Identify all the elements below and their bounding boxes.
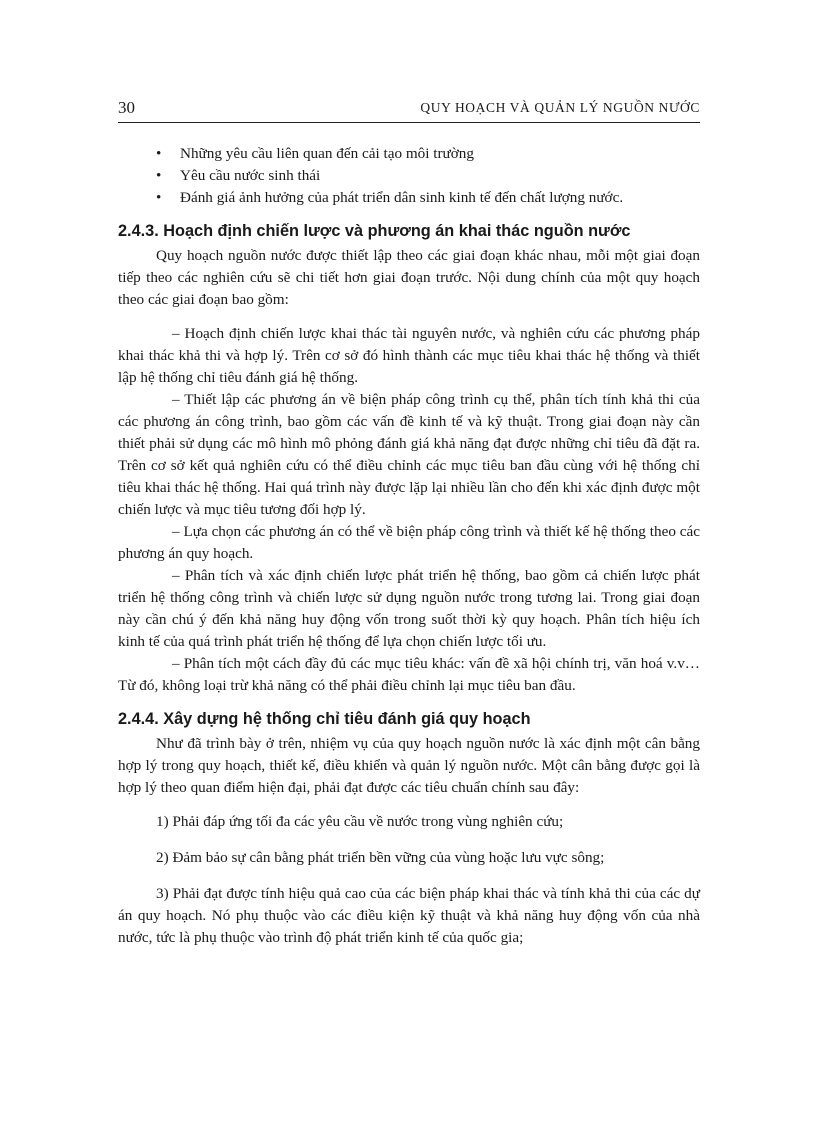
criterion-paragraph: 2) Đảm bảo sự cân bằng phát triển bền vững của vùng hoặc lưu vực sông; bbox=[156, 849, 605, 866]
running-title: QUY HOẠCH VÀ QUẢN LÝ NGUỒN NƯỚC bbox=[420, 100, 700, 115]
bullet-list bbox=[118, 143, 700, 209]
dash-paragraph: – Phân tích và xác định chiến lược phát triển hệ thống, bao gồm cả chiến lược phát triển hệ thống công trình và chiến lược sử dụng nguồn nước trong tương lai. Trong giai đoạn này cần chú ý đến khả năng huy động vốn trong suốt thời kỳ quy hoạch. Phân tích hiệu ích kinh tế của quá trình phát triển hệ thống để lựa chọn chiến lược tối ưu. bbox=[118, 567, 700, 650]
criterion-paragraph: 3) Phải đạt được tính hiệu quả cao của các biện pháp khai thác và tính khả thi của các dự án quy hoạch. Nó phụ thuộc vào các điều kiện kỹ thuật và khả năng huy động vốn của nhà nước, tức là phụ thuộc vào trình độ phát triển kinh tế của quốc gia; bbox=[118, 885, 700, 946]
dash-paragraph: – Hoạch định chiến lược khai thác tài nguyên nước, và nghiên cứu các phương pháp khai thác khả thi và hợp lý. Trên cơ sở đó hình thành các mục tiêu khai thác hệ thống và thiết lập hệ thống chỉ tiêu đánh giá hệ thống. bbox=[118, 325, 700, 386]
bullet-icon: • bbox=[156, 145, 162, 162]
list-item bbox=[118, 165, 700, 187]
bullet-text: Yêu cầu nước sinh thái bbox=[180, 167, 321, 184]
dash-paragraph: – Lựa chọn các phương án có thể về biện pháp công trình và thiết kế hệ thống theo các phương án quy hoạch. bbox=[118, 523, 700, 562]
list-item bbox=[118, 143, 700, 165]
bullet-icon: • bbox=[156, 189, 162, 206]
header-rule bbox=[118, 122, 700, 123]
bullet-text: Những yêu cầu liên quan đến cải tạo môi trường bbox=[180, 145, 474, 162]
page-number: 30 bbox=[118, 98, 135, 117]
section-intro-paragraph: Như đã trình bày ở trên, nhiệm vụ của quy hoạch nguồn nước là xác định một cân bằng hợp lý trong quy hoạch, thiết kế, điều khiển và quản lý nguồn nước. Một cân bằng được gọi là hợp lý theo quan điểm hiện đại, phải đạt được các tiêu chuẩn chính sau đây: bbox=[118, 735, 700, 796]
criterion-paragraph: 1) Phải đáp ứng tối đa các yêu cầu về nước trong vùng nghiên cứu; bbox=[156, 813, 564, 830]
bullet-icon: • bbox=[156, 167, 162, 184]
section-heading-2-4-3: 2.4.3. Hoạch định chiến lược và phương án khai thác nguồn nước bbox=[118, 222, 631, 240]
section-intro-paragraph: Quy hoạch nguồn nước được thiết lập theo các giai đoạn khác nhau, mỗi một giai đoạn tiếp theo các nghiên cứu sẽ chi tiết hơn giai đoạn trước. Nội dung chính của một quy hoạch theo các giai đoạn bao gồm: bbox=[118, 247, 700, 308]
section-heading-2-4-4: 2.4.4. Xây dựng hệ thống chỉ tiêu đánh giá quy hoạch bbox=[118, 710, 531, 728]
dash-paragraph: – Phân tích một cách đầy đủ các mục tiêu khác: vấn đề xã hội chính trị, văn hoá v.v… Từ đó, không loại trừ khả năng có thể phải điều chỉnh lại mục tiêu ban đầu. bbox=[118, 655, 700, 694]
list-item bbox=[118, 187, 700, 209]
page-body bbox=[118, 143, 700, 949]
bullet-text: Đánh giá ảnh hưởng của phát triển dân sinh kinh tế đến chất lượng nước. bbox=[180, 189, 624, 206]
dash-paragraph: – Thiết lập các phương án về biện pháp công trình cụ thể, phân tích tính khả thi của các phương án công trình, bao gồm các vấn đề kinh tế và kỹ thuật. Trong giai đoạn này cần thiết phải sử dụng các mô hình mô phỏng đánh giá khả năng đạt được những chỉ tiêu đã đặt ra. Trên cơ sở kết quả nghiên cứu có thể điều chỉnh các mục tiêu ban đầu cùng với hệ thống chỉ tiêu khai thác hệ thống. Hai quá trình này được lặp lại nhiều lần cho đến khi xác định được một chiến lược và mục tiêu tương đối hợp lý. bbox=[118, 391, 700, 518]
page-header bbox=[118, 98, 700, 120]
